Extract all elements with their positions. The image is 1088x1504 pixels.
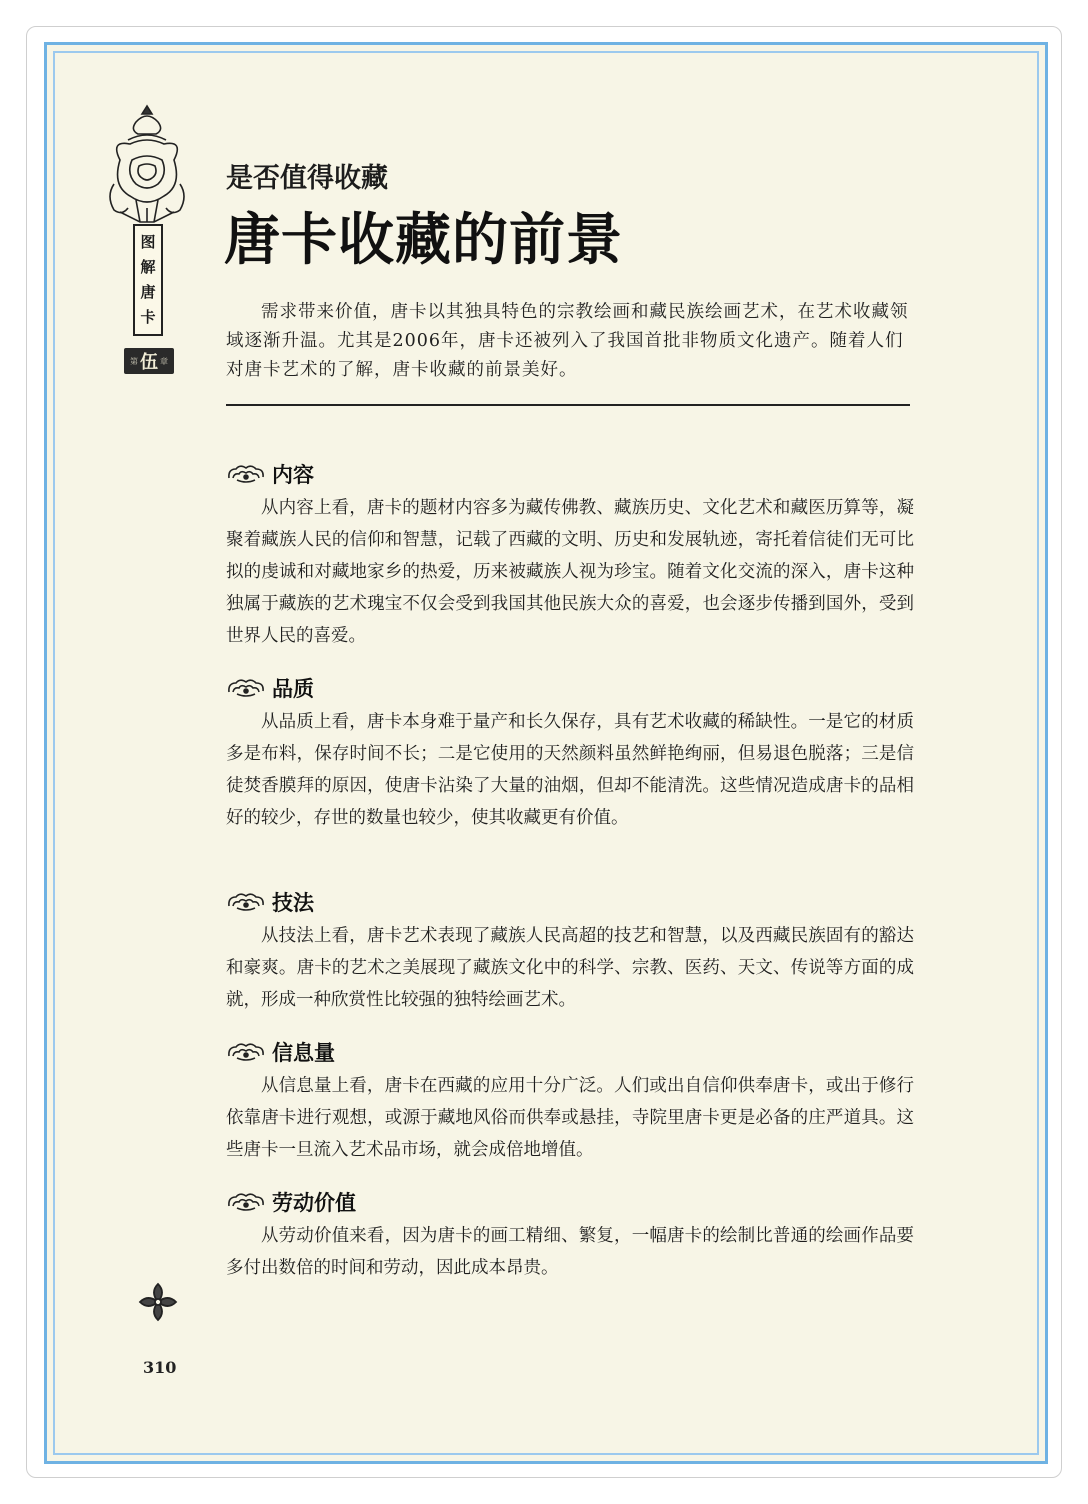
chapter-number: 伍 [140,352,158,373]
page-subtitle: 是否值得收藏 [226,163,388,194]
chapter-suffix: 章 [160,356,168,366]
page-number: 310 [143,1358,177,1377]
section-technique [226,886,914,1016]
section-title: 信息量 [272,1041,335,1065]
section-labor-value [226,1186,914,1284]
section-title: 技法 [272,891,314,915]
section-title: 劳动价值 [272,1191,356,1215]
section-body: 从技法上看，唐卡艺术表现了藏族人民高超的技艺和智慧，以及西藏民族固有的豁达和豪爽。唐卡的艺术之美展现了藏族文化中的科学、宗教、医药、天文、传说等方面的成就，形成一种欣赏性比较强的独特绘画艺术。 [226,926,914,1010]
section-body: 从信息量上看，唐卡在西藏的应用十分广泛。人们或出自信仰供奉唐卡，或出于修行依靠唐卡进行观想，或源于藏地风俗而供奉或悬挂，寺院里唐卡更是必备的庄严道具。这些唐卡一旦流入艺术品市场，就会成倍地增值。 [226,1076,914,1160]
series-char-2: 解 [140,258,156,276]
section-body: 从内容上看，唐卡的题材内容多为藏传佛教、藏族历史、文化艺术和藏医历算等，凝聚着藏族人民的信仰和智慧，记载了西藏的文明、历史和发展轨迹，寄托着信徒们无可比拟的虔诚和对藏地家乡的热爱，历来被藏族人视为珍宝。随着文化交流的深入，唐卡这种独属于藏族的艺术瑰宝不仅会受到我国其他民族大众的喜爱，也会逐步传播到国外，受到世界人民的喜爱。 [226,498,914,646]
chapter-prefix: 第 [130,356,138,366]
section-title: 品质 [272,677,314,701]
divider [226,404,910,406]
section-heading [226,1036,914,1068]
section-quality [226,672,914,834]
auspicious-cloud-icon [226,1041,266,1063]
section-content [226,458,914,652]
section-body: 从品质上看，唐卡本身难于量产和长久保存，具有艺术收藏的稀缺性。一是它的材质多是布料，保存时间不长；二是它使用的天然颜料虽然鲜艳绚丽，但易退色脱落；三是信徒焚香膜拜的原因，使唐卡沾染了大量的油烟，但却不能清洗。这些情况造成唐卡的品相好的较少，存世的数量也较少，使其收藏更有价值。 [226,712,914,828]
series-char-4: 卡 [140,308,156,326]
auspicious-cloud-icon [226,677,266,699]
section-heading [226,886,914,918]
series-char-1: 图 [140,233,156,251]
chapter-badge [124,348,174,374]
auspicious-cloud-icon [226,1191,266,1213]
page-title: 唐卡收藏的前景 [224,208,623,273]
section-title: 内容 [272,463,314,487]
auspicious-cloud-icon [226,891,266,913]
section-heading [226,1186,914,1218]
section-information [226,1036,914,1166]
section-body: 从劳动价值来看，因为唐卡的画工精细、繁复，一幅唐卡的绘制比普通的绘画作品要多付出数倍的时间和劳动，因此成本昂贵。 [226,1226,914,1278]
intro-paragraph: 需求带来价值，唐卡以其独具特色的宗教绘画和藏民族绘画艺术，在艺术收藏领域逐渐升温。尤其是2006年，唐卡还被列入了我国首批非物质文化遗产。随着人们对唐卡艺术的了解，唐卡收藏的前景美好。 [226,302,909,380]
series-char-3: 唐 [140,283,156,301]
book-series-label [133,224,163,336]
endless-knot-icon [136,1280,180,1324]
section-heading [226,458,914,490]
auspicious-cloud-icon [226,463,266,485]
section-heading [226,672,914,704]
